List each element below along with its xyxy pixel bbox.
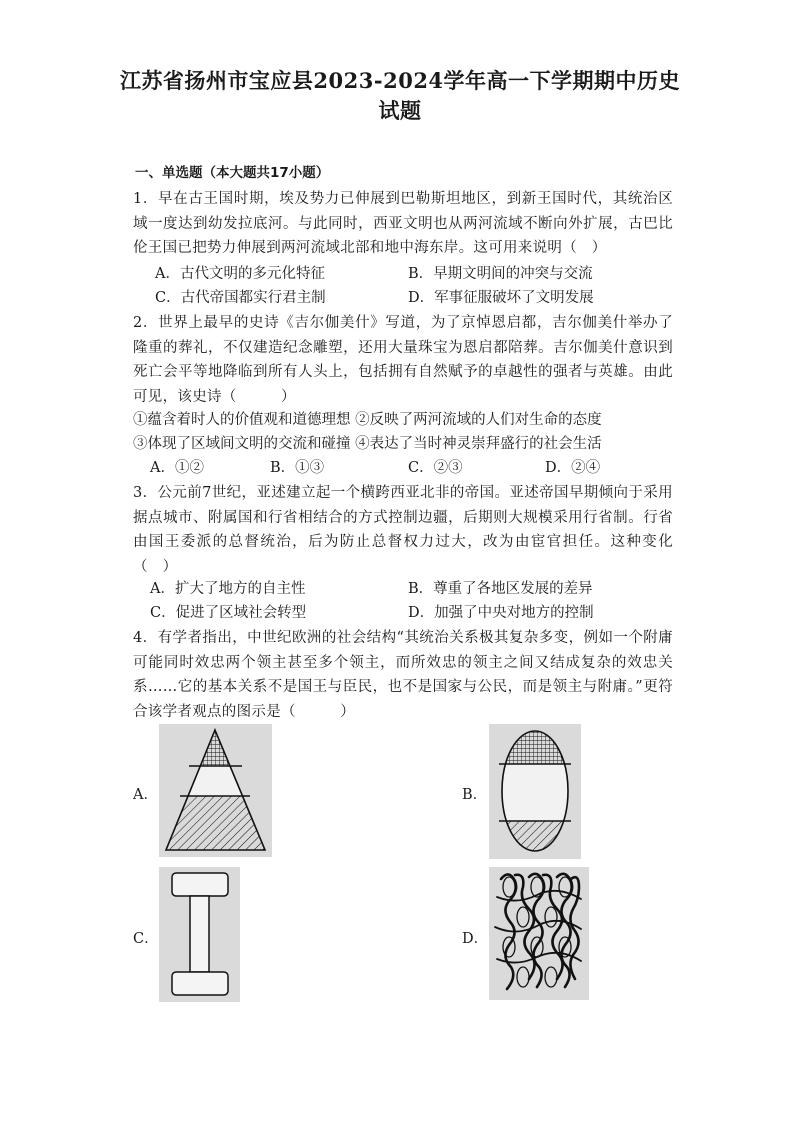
- q4-option-c[interactable]: C．: [133, 931, 159, 947]
- pyramid-diagram: [159, 724, 272, 857]
- q2-option-d[interactable]: D．②④: [545, 460, 601, 476]
- q1-option-c[interactable]: C．古代帝国都实行君主制: [155, 290, 326, 306]
- q4-option-d[interactable]: D．: [462, 931, 489, 947]
- q4-option-a[interactable]: A．: [133, 787, 158, 803]
- q2-option-c[interactable]: C．②③: [408, 460, 463, 476]
- q3-option-a[interactable]: A．扩大了地方的自主性: [150, 581, 306, 597]
- chain-mesh-diagram: [489, 867, 589, 1000]
- title-line-2: 试题: [378, 98, 422, 123]
- q2-statements-line-2: ③体现了区域间文明的交流和碰撞 ④表达了当时神灵崇拜盛行的社会生活: [133, 436, 602, 452]
- title-line-1: 江苏省扬州市宝应县2023-2024学年高一下学期期中历史: [119, 68, 681, 93]
- q3-option-b[interactable]: B．尊重了各地区发展的差异: [408, 581, 593, 597]
- exam-title: [110, 66, 690, 126]
- q2-option-a[interactable]: A．①②: [150, 460, 204, 476]
- oval-diagram: [489, 724, 581, 859]
- section-heading: 一、单选题（本大题共17小题）: [135, 165, 330, 181]
- q2-option-b[interactable]: B．①③: [270, 460, 325, 476]
- q3-option-d[interactable]: D．加强了中央对地方的控制: [408, 605, 594, 621]
- question-4-stem: 4．有学者指出，中世纪欧洲的社会结构“其统治关系极其复杂多变，例如一个附庸可能同时效忠两个领主甚至多个领主，而所效忠的领主之间又结成复杂的效忠关系……它的基本关系不是国王与臣民，也不是国家与公民，而是领主与附庸。”更符合该学者观点的图示是（ ）: [133, 630, 673, 720]
- question-2-stem: 2．世界上最早的史诗《吉尔伽美什》写道，为了京悼恩启都，吉尔伽美什举办了隆重的葬礼，不仅建造纪念雕塑，还用大量珠宝为恩启都陪葬。吉尔伽美什意识到死亡会平等地降临到所有人头上，包括拥有自然赋予的卓越性的强者与英雄。由此可见，该史诗（ ）: [133, 315, 673, 405]
- q3-option-c[interactable]: C．促进了区域社会转型: [150, 605, 307, 621]
- q4-option-b[interactable]: B．: [462, 787, 488, 803]
- figure-a-pyramid[interactable]: [159, 724, 272, 857]
- figure-b-oval[interactable]: [489, 724, 581, 859]
- figure-d-chain-mesh[interactable]: [489, 867, 589, 1000]
- q1-option-b[interactable]: B．早期文明间的冲突与交流: [408, 266, 593, 282]
- figure-c-dumbbell[interactable]: [159, 867, 240, 1002]
- q2-statements-line-1: ①蕴含着时人的价值观和道德理想 ②反映了两河流域的人们对生命的态度: [133, 412, 602, 428]
- q1-option-a[interactable]: A．古代文明的多元化特征: [155, 266, 325, 282]
- q1-option-d[interactable]: D．军事征服破坏了文明发展: [408, 290, 594, 306]
- question-1-stem: 1．早在古王国时期，埃及势力已伸展到巴勒斯坦地区，到新王国时代，其统治区域一度达到幼发拉底河。与此同时，西亚文明也从两河流域不断向外扩展，古巴比伦王国已把势力伸展到两河流域北部和地中海东岸。这可用来说明（ ）: [133, 191, 673, 257]
- dumbbell-diagram: [159, 867, 240, 1002]
- question-3-stem: 3．公元前7世纪，亚述建立起一个横跨西亚北非的帝国。亚述帝国早期倾向于采用据点城市、附属国和行省相结合的方式控制边疆，后期则大规模采用行省制。行省由国王委派的总督统治，后为防止总督权力过大，改为由宦官担任。这种变化（ ）: [133, 485, 673, 575]
